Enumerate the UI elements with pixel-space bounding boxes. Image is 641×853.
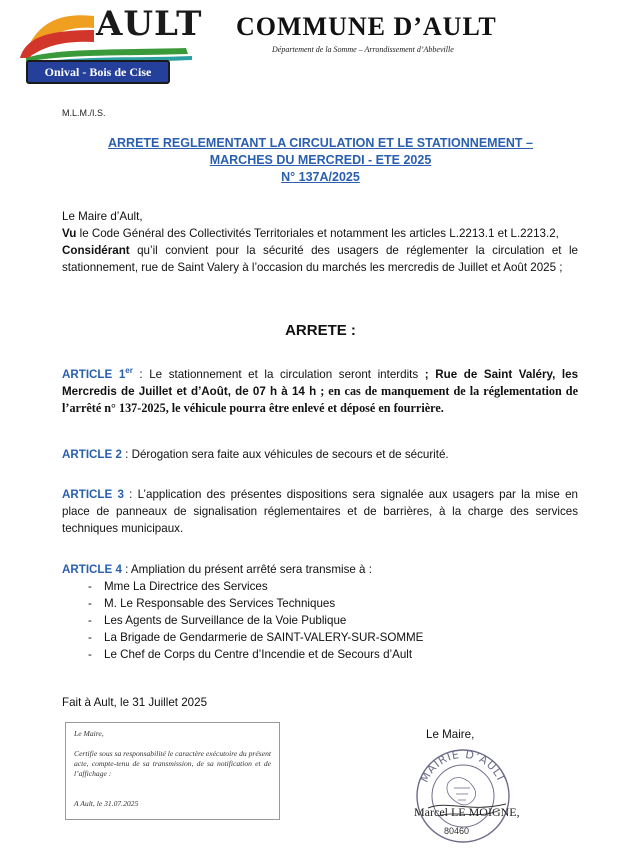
certification-box bbox=[65, 722, 280, 820]
commune-logo bbox=[16, 4, 204, 86]
logo-word: AULT bbox=[96, 4, 203, 44]
article-1 bbox=[62, 362, 578, 417]
stamp-postcode: 80460 bbox=[444, 826, 470, 836]
article-2-label: ARTICLE 2 bbox=[62, 448, 122, 461]
fait-a: Fait à Ault, le 31 Juillet 2025 bbox=[62, 696, 208, 709]
article-2 bbox=[62, 446, 578, 463]
article-3-label: ARTICLE 3 bbox=[62, 488, 124, 501]
preamble-considerant bbox=[62, 242, 578, 276]
preamble-maire: Le Maire d’Ault, bbox=[62, 210, 143, 223]
article-4-label: ARTICLE 4 bbox=[62, 563, 122, 576]
article-3-text: : L’application des présentes dispositions sera signalée aux usagers par la mise en place de panneaux de signalisation réglementaires et de barrières, à la charge des services techniques municipaux. bbox=[62, 488, 578, 535]
signatory-name: Marcel LE MOIGNE, bbox=[414, 805, 520, 819]
commune-title: COMMUNE D’AULT bbox=[236, 12, 497, 41]
list-item: - M. Le Responsable des Services Techniques bbox=[62, 595, 578, 612]
article-4-text: : Ampliation du présent arrêté sera transmise à : bbox=[121, 563, 372, 576]
article-3 bbox=[62, 486, 578, 537]
distribution-list bbox=[62, 578, 578, 663]
logo-tagline: Onival - Bois de Cise bbox=[26, 60, 170, 84]
article-1-text-c: Rue de Saint Valéry, les Mercredis de Juillet et d’Août, de 07 h à 14 h bbox=[62, 367, 579, 398]
commune-subtitle: Département de la Somme – Arrondissement d’Abbeville bbox=[272, 45, 454, 54]
svg-text:MAIRIE D’AULT bbox=[418, 748, 508, 785]
article-1-text-a: : Le stationnement et la circulation seront interdits bbox=[132, 367, 419, 381]
preamble-vu bbox=[62, 225, 578, 242]
vu-label: Vu bbox=[62, 227, 77, 240]
signature-role: Le Maire, bbox=[426, 728, 475, 741]
considerant-label: Considérant bbox=[62, 244, 130, 257]
document-title-line-2: MARCHES DU MERCREDI - ETE 2025 bbox=[209, 153, 432, 167]
article-4 bbox=[62, 561, 578, 663]
list-item: - Le Chef de Corps du Centre d’Incendie et de Secours d’Ault bbox=[62, 646, 578, 663]
vu-text: le Code Général des Collectivités Territoriales et notamment les articles L.2213.1 et L.2213.2, bbox=[76, 227, 559, 240]
list-item: - La Brigade de Gendarmerie de SAINT-VALERY-SUR-SOMME bbox=[62, 629, 578, 646]
arrete-heading: ARRETE : bbox=[285, 322, 356, 339]
stamp-text: MAIRIE D’AULT bbox=[417, 747, 509, 785]
article-2-text: : Dérogation sera faite aux véhicules de secours et de sécurité. bbox=[121, 448, 449, 461]
document-title-line-1: ARRETE REGLEMENTANT LA CIRCULATION ET LE STATIONNEMENT – bbox=[108, 136, 533, 150]
reference-code: M.L.M./I.S. bbox=[62, 108, 106, 118]
list-item: - Les Agents de Surveillance de la Voie Publique bbox=[62, 612, 578, 629]
preamble bbox=[62, 208, 578, 276]
article-1-text-d: ; en cas de manquement de la réglementation de l’arrêté n° 137-2025, le véhicule pourra être enlevé et déposé en fourrière. bbox=[62, 383, 578, 415]
article-1-text-b: ; bbox=[418, 367, 436, 381]
list-item: - Mme La Directrice des Services bbox=[62, 578, 578, 595]
certification-heading: Le Maire, bbox=[74, 729, 104, 738]
article-1-label: ARTICLE 1er bbox=[62, 366, 133, 381]
document-number: N° 137A/2025 bbox=[281, 170, 360, 184]
certification-date: A Ault, le 31.07.2025 bbox=[74, 799, 139, 808]
considerant-text: qu’il convient pour la sécurité des usagers de réglementer la circulation et le stationnement, rue de Saint Valery à l’occasion du marchés les mercredis de Juillet et Août 2025 ; bbox=[62, 244, 578, 274]
certification-text: Certifie sous sa responsabilité le caractère exécutoire du présent acte, compte-tenu de sa transmission, de sa notification et de l’affichage : bbox=[74, 749, 271, 778]
